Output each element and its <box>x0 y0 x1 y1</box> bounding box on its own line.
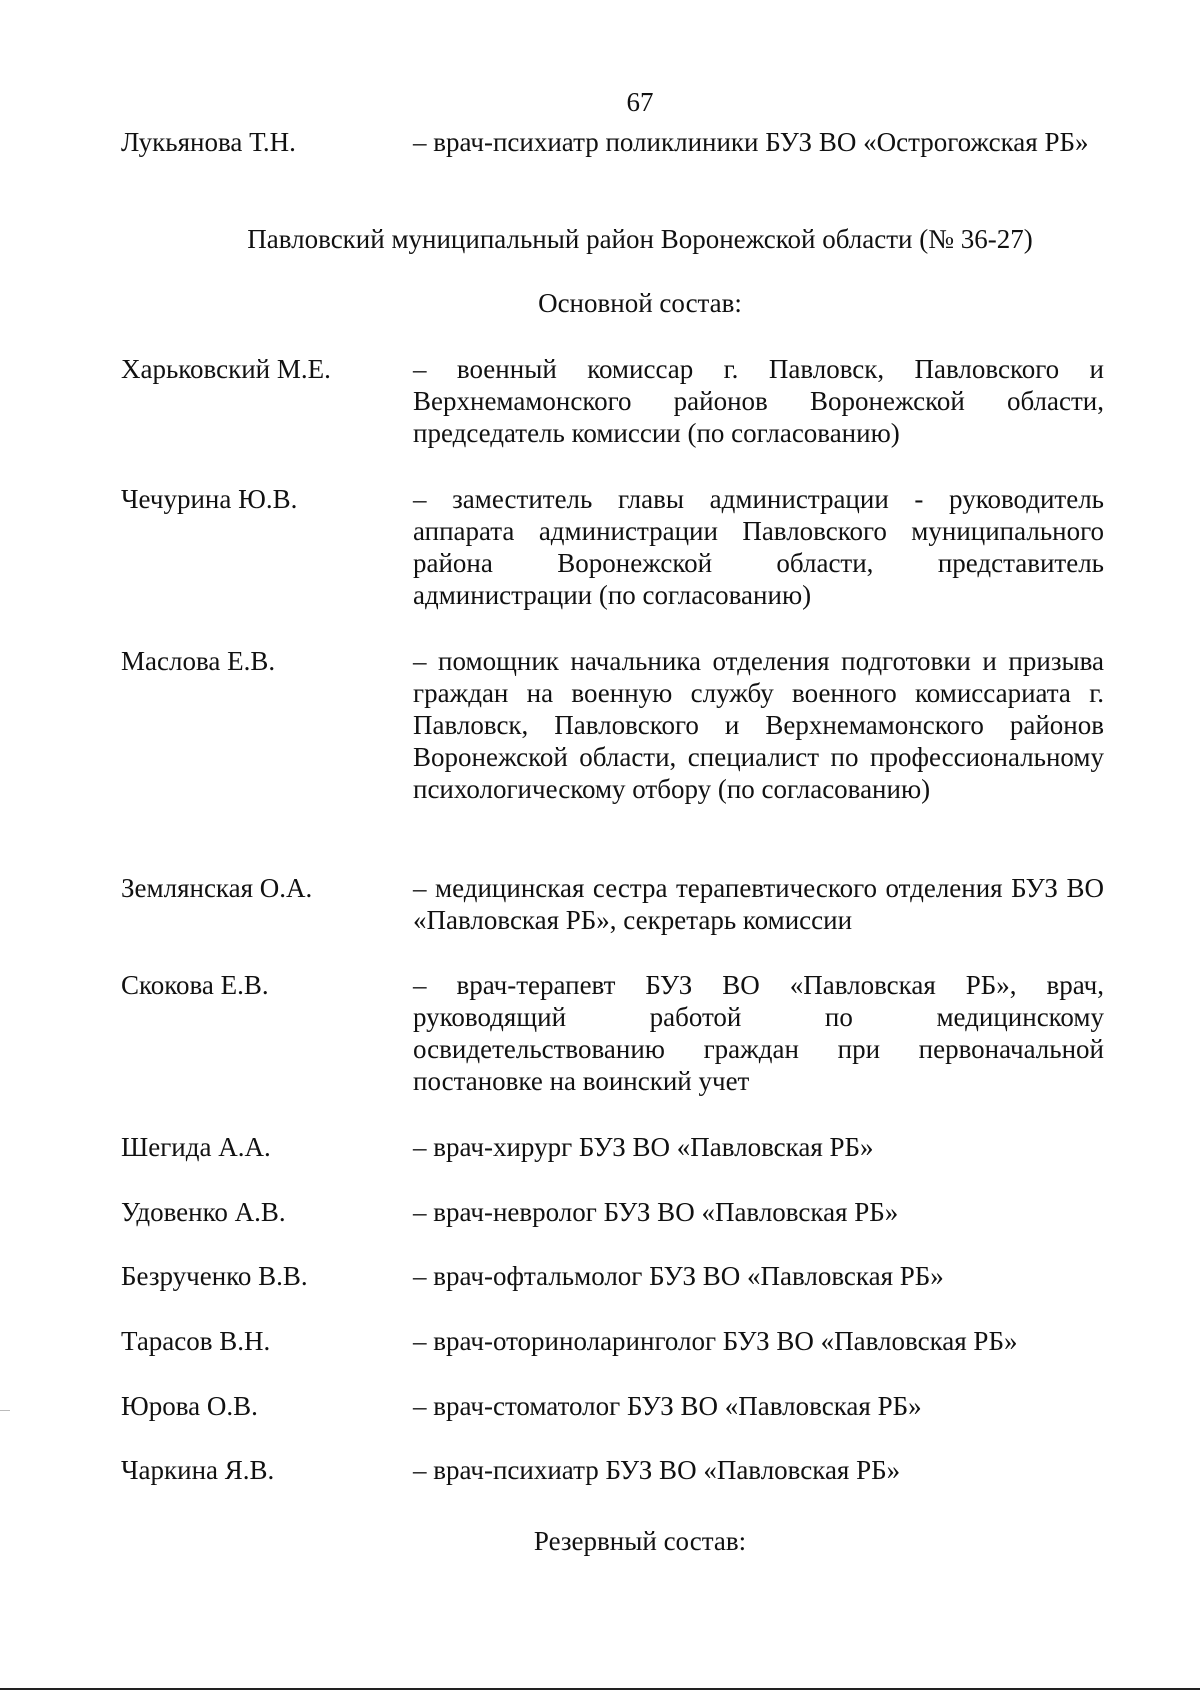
member-entry <box>121 1325 1104 1357</box>
member-name: Скокова Е.В. <box>121 970 269 1000</box>
member-role: – врач-хирург БУЗ ВО «Павловская РБ» <box>413 1132 874 1162</box>
member-entry <box>121 645 1104 805</box>
reserve-composition-heading: Резервный состав: <box>533 1526 747 1556</box>
member-role: – врач-терапевт БУЗ ВО «Павловская РБ», врач, руководящий работой по медицинскому освидетельствованию граждан при первоначальной постановке на воинский учет <box>413 970 1104 1096</box>
member-role: – врач-психиатр БУЗ ВО «Павловская РБ» <box>413 1455 901 1485</box>
page-number: 67 <box>626 87 654 117</box>
member-name: Чаркина Я.В. <box>121 1455 275 1485</box>
district-heading: Павловский муниципальный район Воронежской области (№ 36-27) <box>247 224 1033 254</box>
member-entry <box>121 1260 1104 1292</box>
member-name: Тарасов В.Н. <box>121 1326 271 1356</box>
member-name: Юрова О.В. <box>121 1391 258 1421</box>
member-entry <box>121 353 1104 449</box>
member-entry <box>121 1390 1104 1422</box>
member-role: – врач-офтальмолог БУЗ ВО «Павловская РБ» <box>413 1261 944 1291</box>
member-entry <box>121 1454 1104 1486</box>
member-entry <box>121 1131 1104 1163</box>
member-entry <box>121 969 1104 1097</box>
member-name: Чечурина Ю.В. <box>121 484 298 514</box>
member-role: – врач-психиатр поликлиники БУЗ ВО «Острогожская РБ» <box>413 127 1089 157</box>
member-role: – медицинская сестра терапевтического отделения БУЗ ВО «Павловская РБ», секретарь комиссии <box>413 873 1104 935</box>
member-name: Шегида А.А. <box>121 1132 271 1162</box>
page-bottom-rule <box>0 1688 1200 1690</box>
member-name: Удовенко А.В. <box>121 1197 286 1227</box>
member-name: Харьковский М.Е. <box>121 354 331 384</box>
member-entry <box>121 1196 1104 1228</box>
member-name: Землянская О.А. <box>121 873 313 903</box>
member-role: – заместитель главы администрации - руководитель аппарата администрации Павловского муниципального района Воронежской области, представитель администрации (по согласованию) <box>413 484 1104 610</box>
member-role: – врач-невролог БУЗ ВО «Павловская РБ» <box>413 1197 899 1227</box>
member-entry <box>121 483 1104 611</box>
member-name: Маслова Е.В. <box>121 646 276 676</box>
member-entry <box>121 126 1104 158</box>
member-role: – помощник начальника отделения подготовки и призыва граждан на военную службу военного комиссариата г. Павловск, Павловского и Верхнемамонского районов Воронежской области, специалист по профессиональному психологическому отбору (по согласованию) <box>413 646 1104 804</box>
main-composition-heading: Основной состав: <box>538 288 742 318</box>
member-role: – военный комиссар г. Павловск, Павловского и Верхнемамонского районов Воронежской области, председатель комиссии (по согласованию) <box>413 354 1104 448</box>
member-name: Лукьянова Т.Н. <box>121 127 296 157</box>
member-role: – врач-оториноларинголог БУЗ ВО «Павловская РБ» <box>413 1326 1018 1356</box>
member-role: – врач-стоматолог БУЗ ВО «Павловская РБ» <box>413 1391 922 1421</box>
member-entry <box>121 872 1104 936</box>
member-name: Безрученко В.В. <box>121 1261 308 1291</box>
scan-margin-mark <box>0 1410 10 1411</box>
